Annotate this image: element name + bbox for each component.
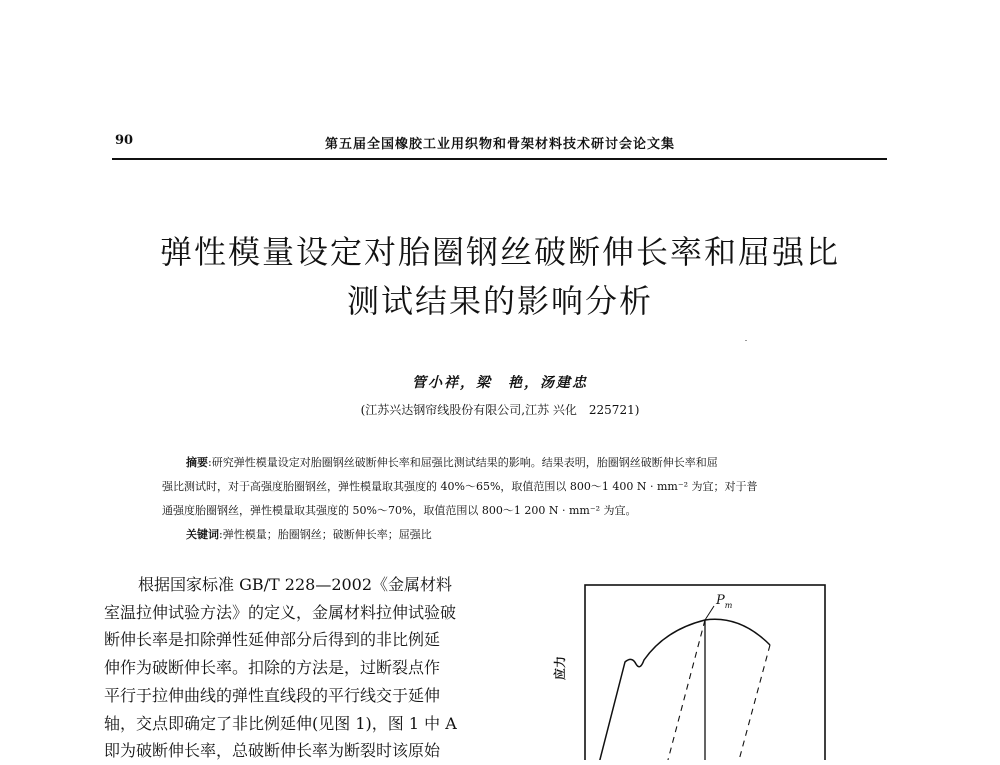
abstract (162, 451, 842, 523)
running-header: 第五届全国橡胶工业用织物和骨架材料技术研讨会论文集 (324, 137, 675, 152)
peak-marker (705, 606, 714, 620)
body-line: 轴，交点即确定了非比例延伸(见图 1)，图 1 中 A (104, 713, 457, 733)
dashed-parallel-line (664, 620, 705, 760)
keywords-label: 关键词 (186, 528, 219, 541)
keywords-text: 弹性模量；胎圈钢丝；破断伸长率；屈强比 (222, 528, 432, 541)
page-number: 90 (115, 133, 134, 148)
body-text (104, 571, 499, 765)
title-line-2: 测试结果的影响分析 (346, 282, 653, 320)
abstract-text: 研究弹性模量设定对胎圈钢丝破断伸长率和屈强比测试结果的影响。结果表明，胎圈钢丝破断伸长率和屈 (211, 456, 718, 469)
peak-label-main: P (716, 593, 725, 608)
body-line: 平行于拉伸曲线的弹性直线段的平行线交于延伸 (104, 685, 441, 705)
body-line: 根据国家标准 GB/T 228—2002《金属材料 (138, 575, 453, 594)
stress-strain-curve (596, 619, 770, 760)
authors: 管小祥，梁 艳，汤建忠 (412, 375, 588, 391)
dashed-fracture-line (735, 645, 770, 760)
y-axis-label: 应力 (553, 655, 567, 680)
peak-label (715, 593, 733, 610)
body-line: 断伸长率是扣除弹性延伸部分后得到的非比例延 (104, 630, 441, 650)
abstract-line: 摘要:研究弹性模量设定对胎圈钢丝破断伸长率和屈强比测试结果的影响。结果表明，胎圈钢丝破断伸长率和屈 (186, 456, 718, 469)
body-line: 即为破断伸长率，总破断伸长率为断裂时该原始 (104, 741, 441, 761)
abstract-line: 通强度胎圈钢丝，弹性模量取其强度的 50%～70%，取值范围以 800～1 200 N · mm⁻² 为宜。 (162, 504, 637, 517)
affiliation: (江苏兴达钢帘线股份有限公司,江苏 兴化 225721) (360, 403, 640, 417)
abstract-line: 强比测试时，对于高强度胎圈钢丝，弹性模量取其强度的 40%～65%，取值范围以 800～1 400 N · mm⁻² 为宜；对于普 (162, 480, 758, 493)
abstract-label: 摘要 (186, 456, 208, 469)
body-line: 伸作为破断伸长率。扣除的方法是，过断裂点作 (104, 658, 441, 678)
title-line-1: 弹性模量设定对胎圈钢丝破断伸长率和屈强比 (159, 233, 840, 271)
header-rule (112, 158, 887, 160)
stress-strain-figure (540, 570, 840, 760)
keywords: 关键词:弹性模量；胎圈钢丝；破断伸长率；屈强比 (186, 528, 432, 541)
peak-label-subscript: m (724, 601, 733, 610)
body-line: 室温拉伸试验方法》的定义，金属材料拉伸试验破 (104, 602, 457, 622)
paper-title (0, 228, 1000, 326)
scan-speck (745, 340, 747, 341)
